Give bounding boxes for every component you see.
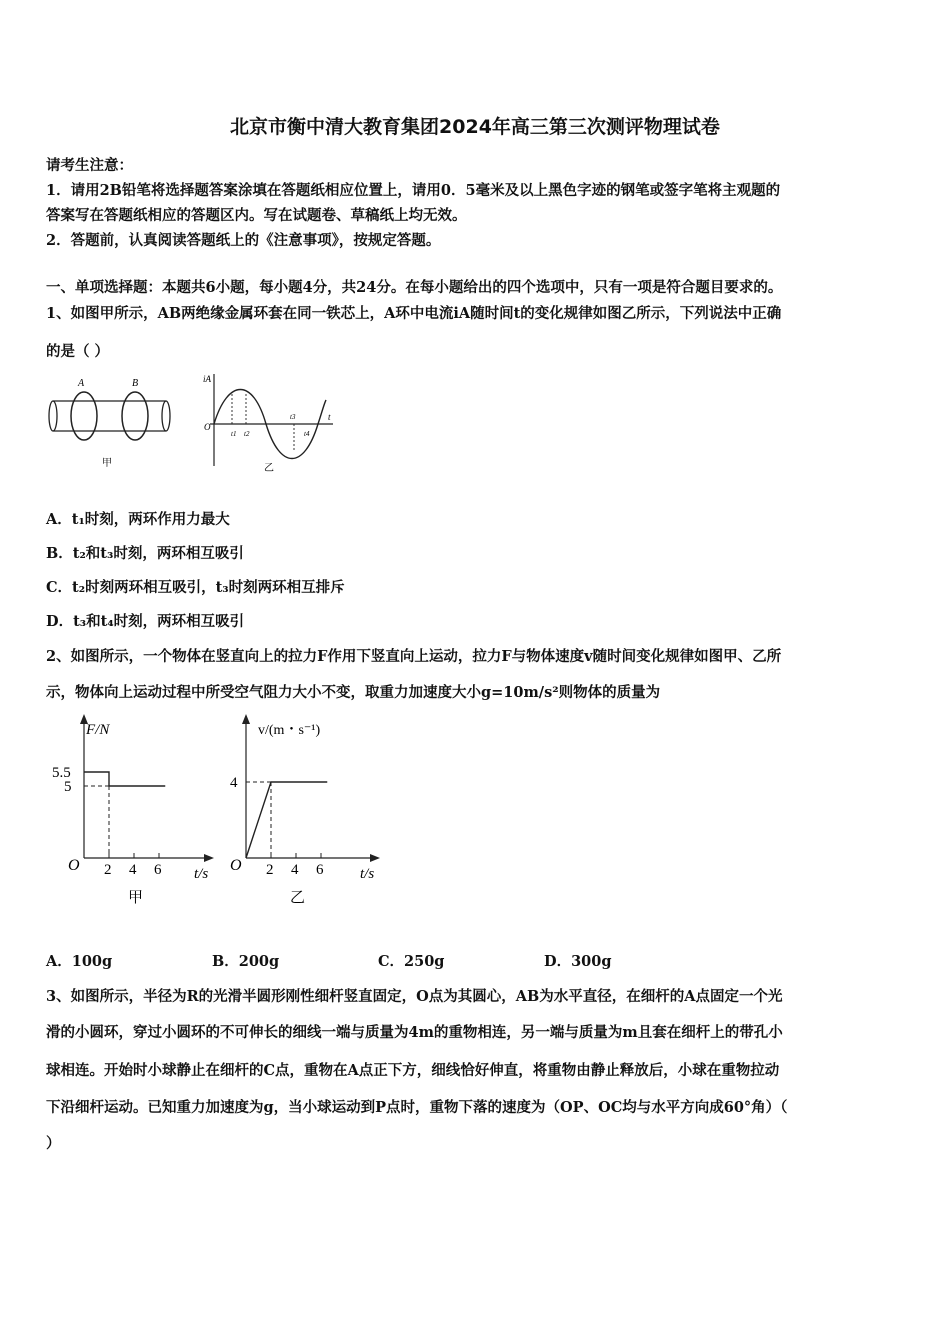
tick-label: t2	[244, 430, 250, 438]
chart-title: 乙	[290, 890, 306, 906]
y-tick-label: 5.5	[52, 765, 71, 781]
figure-caption: 乙	[264, 463, 274, 474]
option-a: A．100g	[46, 953, 113, 970]
notice-heading: 请考生注意：	[46, 157, 133, 174]
y-tick-label: 5	[64, 779, 72, 795]
tick-label: t1	[231, 430, 237, 438]
x-tick-label: 6	[154, 862, 162, 878]
figure-q1-yi	[198, 368, 338, 476]
tick-label: t4	[304, 430, 310, 438]
core-end-left	[49, 401, 57, 431]
notice-item: 答案写在答题纸相应的答题区内。写在试题卷、草稿纸上均无效。	[46, 207, 467, 224]
question-1-text: 的是（ ）	[46, 343, 110, 360]
question-3-text: 3、如图所示，半径为R的光滑半圆形刚性细杆竖直固定，O点为其圆心，AB为水平直径，在细杆的A点固定一个光	[46, 988, 783, 1005]
ring-b	[122, 392, 148, 440]
x-axis-label: t	[328, 412, 331, 422]
question-3-text: 滑的小圆环，穿过小圆环的不可伸长的细线一端与质量为4m的重物相连，另一端与质量为m且套在细杆上的带孔小	[46, 1024, 783, 1041]
series-line	[84, 772, 165, 786]
option-b: B．200g	[212, 953, 280, 970]
question-2-text: 示，物体向上运动过程中所受空气阻力大小不变，取重力加速度大小g=10m/s²则物体的质量为	[46, 684, 661, 701]
origin-label: O	[204, 422, 211, 432]
x-axis-label: t/s	[194, 866, 209, 882]
x-tick-label: 2	[266, 862, 274, 878]
option-a: A．t₁时刻，两环作用力最大	[46, 511, 230, 528]
notice-item: 1．请用2B铅笔将选择题答案涂填在答题纸相应位置上，请用0．5毫米及以上黑色字迹的钢笔或签字笔将主观题的	[46, 182, 781, 199]
series-line	[246, 782, 327, 858]
y-tick-label: 4	[230, 775, 238, 791]
question-2-text: 2、如图所示，一个物体在竖直向上的拉力F作用下竖直向上运动，拉力F与物体速度v随时间变化规律如图甲、乙所	[46, 648, 782, 665]
x-tick-label: 6	[316, 862, 324, 878]
figure-q1-jia	[44, 370, 179, 470]
core-end-right	[162, 401, 170, 431]
chart-force-time	[46, 712, 226, 912]
chart-velocity-time	[226, 712, 406, 912]
question-3-text: 下沿细杆运动。已知重力加速度为g，当小球运动到P点时，重物下落的速度为（OP、OC均与水平方向成60°角）（	[46, 1099, 788, 1116]
option-c: C．t₂时刻两环相互吸引，t₃时刻两环相互排斥	[46, 579, 345, 596]
ring-a	[71, 392, 97, 440]
ring-b-label: B	[132, 378, 139, 389]
y-axis-label: v/(m・s⁻¹)	[258, 723, 321, 738]
page-title: 北京市衡中清大教育集团2024年高三第三次测评物理试卷	[230, 116, 720, 138]
section-heading: 一、单项选择题：本题共6小题，每小题4分，共24分。在每小题给出的四个选项中，只有一项是符合题目要求的。	[46, 279, 783, 296]
option-d: D．300g	[544, 953, 612, 970]
ring-a-label: A	[78, 378, 85, 389]
x-axis-label: t/s	[360, 866, 375, 882]
option-d: D．t₃和t₄时刻，两环相互吸引	[46, 613, 245, 630]
y-axis-label: iA	[203, 374, 211, 384]
x-tick-label: 2	[104, 862, 112, 878]
origin-label: O	[68, 857, 80, 874]
origin-label: O	[230, 857, 242, 874]
tick-label: t3	[290, 413, 296, 421]
question-3-text: 球相连。开始时小球静止在细杆的C点，重物在A点正下方，细线恰好伸直，将重物由静止释放后，小球在重物拉动	[46, 1062, 780, 1079]
x-tick-label: 4	[129, 862, 137, 878]
x-tick-label: 4	[291, 862, 299, 878]
question-3-text: ）	[46, 1135, 61, 1152]
notice-item: 2．答题前，认真阅读答题纸上的《注意事项》，按规定答题。	[46, 232, 441, 249]
question-1-text: 1、如图甲所示，AB两绝缘金属环套在同一铁芯上，A环中电流iA随时间t的变化规律如图乙所示，下列说法中正确	[46, 305, 782, 322]
option-c: C．250g	[378, 953, 445, 970]
figure-caption: 甲	[102, 458, 112, 469]
y-axis-label: F/N	[86, 722, 110, 738]
option-b: B．t₂和t₃时刻，两环相互吸引	[46, 545, 244, 562]
chart-title: 甲	[128, 890, 144, 906]
